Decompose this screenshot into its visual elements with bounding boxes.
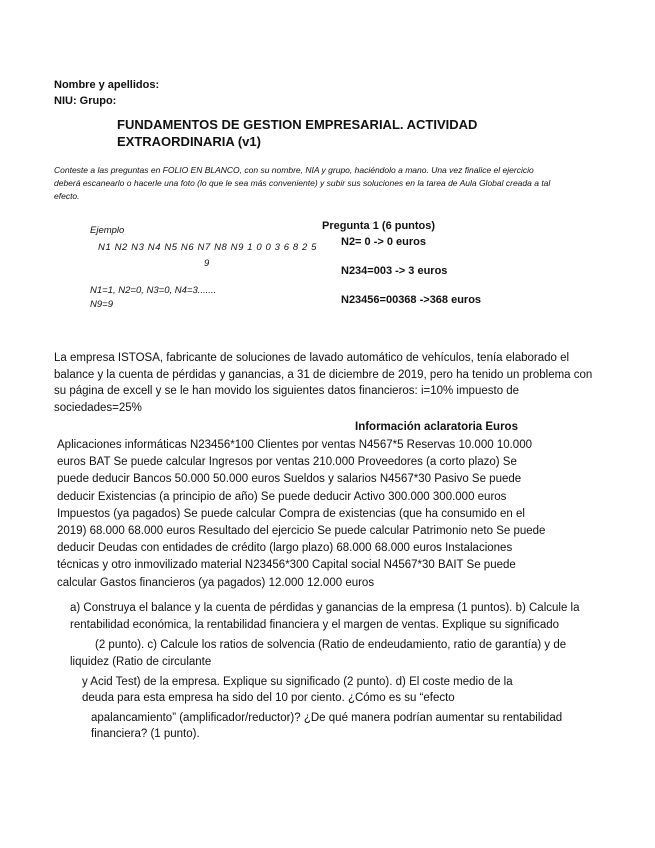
instructions-line: Conteste a las preguntas en FOLIO EN BLANCO, con su nombre, NIA y grupo, haciéndolo a mano. Una vez finalice el ejercicio (54, 165, 534, 175)
info-line: euros BAT Se puede calcular Ingresos por ventas 210.000 Proveedores (a corto plazo) Se (57, 456, 517, 469)
example-sequence: N1 N2 N3 N4 N5 N6 N7 N8 N9 1 0 0 3 6 8 2 5 (98, 242, 317, 253)
info-line: técnicas y otro inmovilizado material N23456*300 Capital social N4567*30 BAIT Se puede (57, 559, 516, 572)
niu-group-label: NIU: Grupo: (54, 95, 117, 107)
info-line: Impuestos (ya pagados) Se puede calcular Compra de existencias (que ha consumido en el (57, 507, 525, 520)
question-line: apalancamiento” (amplificador/reductor)? ¿De qué manera podrían aumentar su rentabilidad (91, 712, 563, 724)
question-line: deuda para esta empresa ha sido del 10 por ciento. ¿Cómo es su “efecto (82, 692, 455, 704)
intro-line: su página de excell y se le han movido los siguientes datos financieros: i=10% impuesto de (54, 385, 520, 397)
title-line-2: EXTRAORDINARIA (v1) (117, 134, 261, 149)
question-line: rentabilidad económica, la rentabilidad financiera y el margen de ventas. Explique su significado (70, 619, 560, 631)
answer-example: N2= 0 -> 0 euros (341, 236, 426, 248)
title-line-1: FUNDAMENTOS DE GESTION EMPRESARIAL. ACTIVIDAD (117, 117, 478, 132)
intro-line: balance y la cuenta de pérdidas y ganancias, a 31 de diciembre de 2019, pero ha tenido un problema con (54, 368, 593, 381)
question-title: Pregunta 1 (6 puntos) (322, 220, 436, 232)
question-line: liquidez (Ratio de circulante (70, 656, 212, 668)
info-line: deducir Existencias (a principio de año) Se puede deducir Activo 300.000 300.000 euros (57, 490, 507, 503)
example-sequence-end: 9 (204, 258, 210, 269)
info-line: 2019) 68.000 68.000 euros Resultado del ejercicio Se puede calcular Patrimonio neto Se puede (57, 525, 546, 538)
info-line: deducir Deudas con entidades de crédito (largo plazo) 68.000 68.000 euros Instalaciones (57, 542, 513, 555)
intro-paragraph (54, 350, 592, 416)
instructions-line: deberá escanearlo o hacerle una foto (lo que le sea más conveniente) y subir sus soluciones en la tarea de Aula Global creada a tal (54, 178, 551, 188)
name-label: Nombre y apellidos: (54, 79, 160, 91)
info-line: Aplicaciones informáticas N23456*100 Clientes por ventas N4567*5 Reservas 10.000 10.000 (57, 439, 532, 451)
info-line: calcular Gastos financieros (ya pagados) 12.000 12.000 euros (57, 576, 375, 589)
intro-line: sociedades=25% (54, 401, 142, 414)
question-line: a) Construya el balance y la cuenta de pérdidas y ganancias de la empresa (1 puntos). b) Calcule la (70, 602, 580, 614)
document-title (117, 116, 477, 150)
info-title: Información aclaratoria Euros (355, 421, 518, 433)
example-label: Ejemplo (90, 225, 125, 236)
example-assignment: N1=1, N2=0, N3=0, N4=3....... (90, 285, 217, 296)
question-line: financiera? (1 punto). (91, 728, 200, 740)
info-paragraph (57, 437, 545, 592)
question-line: (2 punto). c) Calcule los ratios de solvencia (Ratio de endeudamiento, ratio de garantía) y de (95, 639, 567, 651)
question-line: y Acid Test) de la empresa. Explique su significado (2 punto). d) El coste medio de la (82, 676, 513, 688)
answer-example: N23456=00368 ->368 euros (341, 294, 482, 306)
example-assignment-end: N9=9 (90, 299, 113, 310)
info-line: puede deducir Bancos 50.000 50.000 euros Sueldos y salarios N4567*30 Pasivo Se puede (57, 473, 522, 486)
intro-line: La empresa ISTOSA, fabricante de soluciones de lavado automático de vehículos, tenía elaborado el (54, 352, 570, 364)
instructions (54, 164, 550, 203)
answer-example: N234=003 -> 3 euros (341, 265, 448, 277)
instructions-line: efecto. (54, 191, 80, 201)
